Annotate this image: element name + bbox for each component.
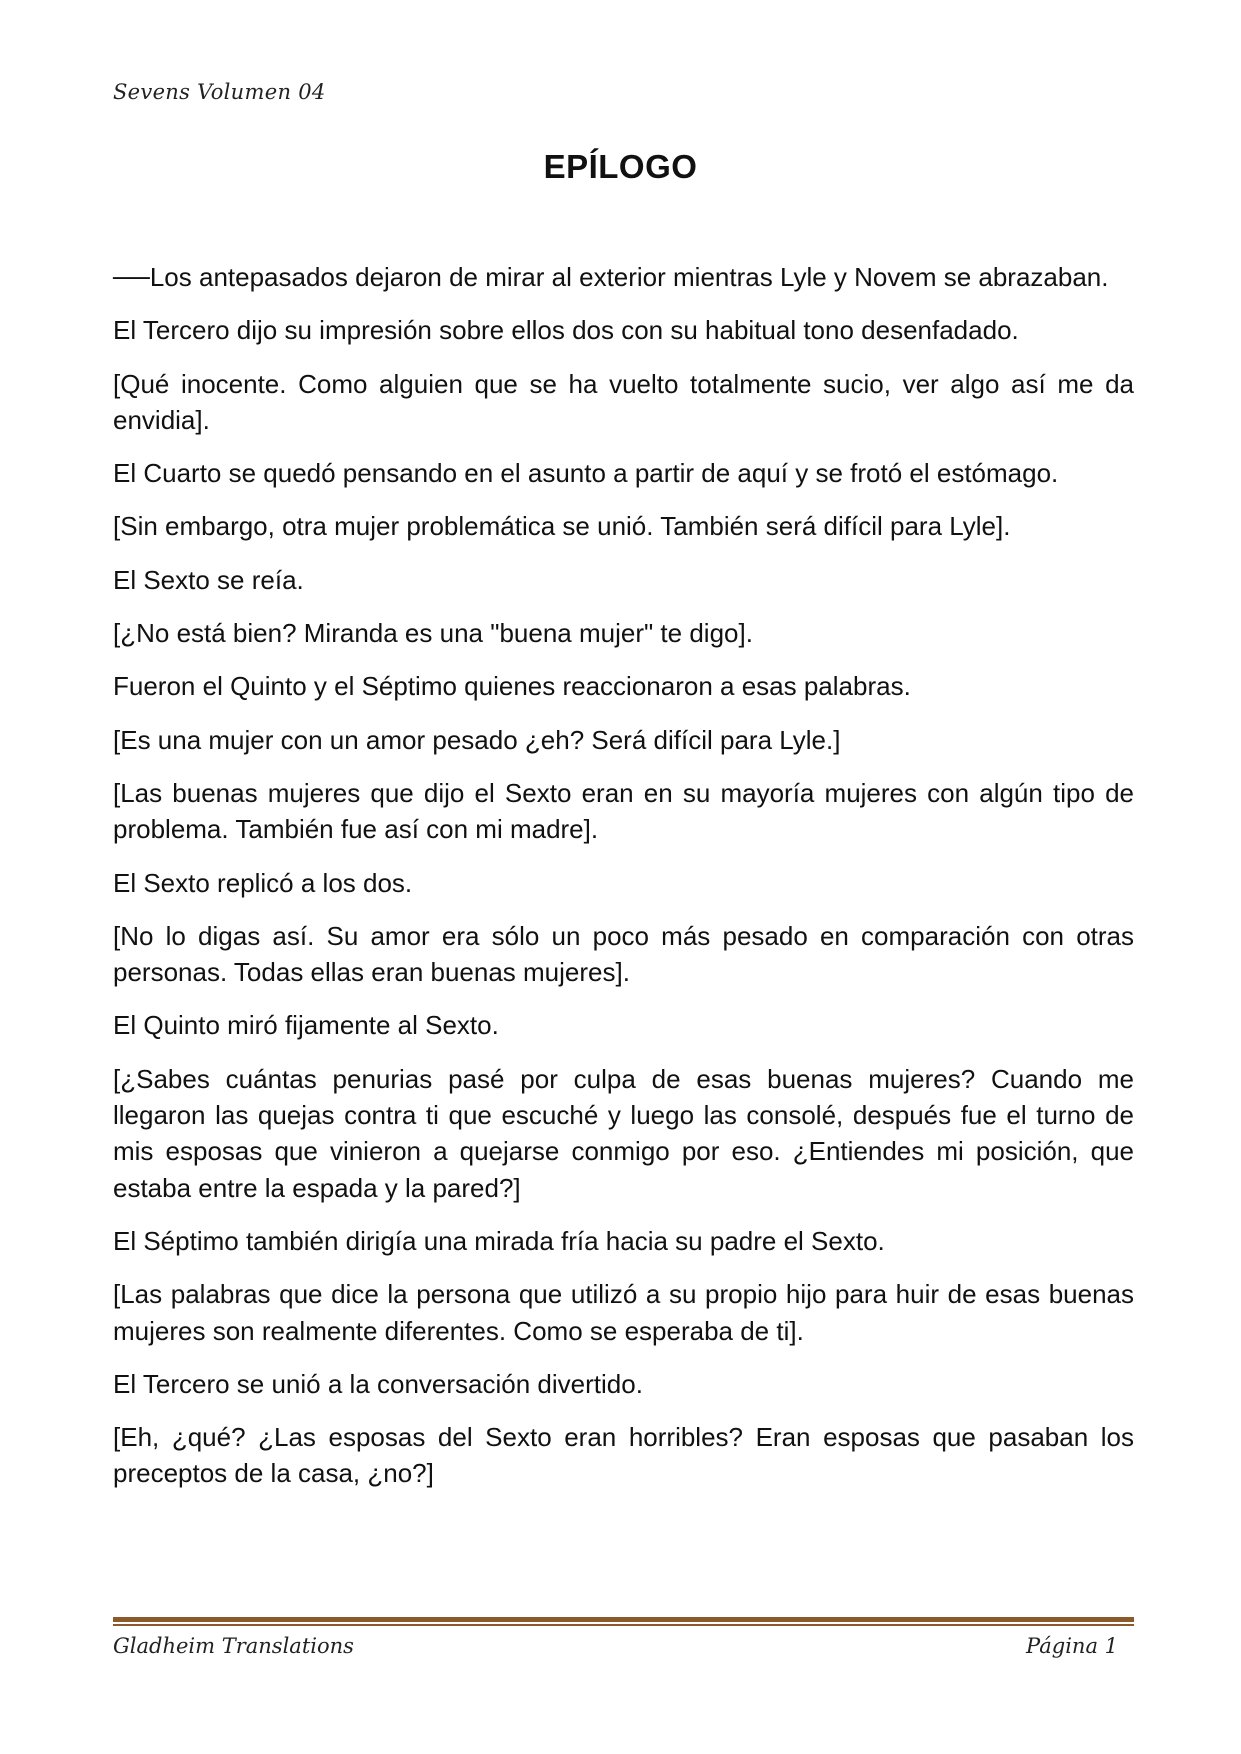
paragraph: [Sin embargo, otra mujer problemática se unió. También será difícil para Lyle]. [113, 511, 1011, 542]
footer-divider-thick-line [113, 1617, 1134, 1622]
page-number: Página 1 [1026, 1634, 1118, 1658]
paragraph: El Sexto replicó a los dos. [113, 867, 413, 898]
paragraph: ──Los antepasados dejaron de mirar al exterior mientras Lyle y Novem se abrazaban. [113, 262, 1109, 292]
paragraph: El Séptimo también dirigía una mirada fría hacia su padre el Sexto. [113, 1225, 885, 1256]
paragraph: El Tercero dijo su impresión sobre ellos dos con su habitual tono desenfadado. [113, 315, 1019, 346]
paragraph: El Quinto miró fijamente al Sexto. [113, 1010, 499, 1041]
footer-credit: Gladheim Translations [113, 1634, 354, 1658]
footer-divider-thin-line [113, 1624, 1134, 1626]
paragraph: [Las buenas mujeres que dijo el Sexto eran en su mayoría mujeres con algún tipo de problema. También fue así con mi madre]. [113, 777, 1134, 845]
paragraph: [Es una mujer con un amor pesado ¿eh? Será difícil para Lyle.] [113, 724, 841, 755]
paragraph: El Tercero se unió a la conversación divertido. [113, 1368, 643, 1399]
paragraph: Fueron el Quinto y el Séptimo quienes reaccionaron a esas palabras. [113, 671, 911, 702]
paragraph: [No lo digas así. Su amor era sólo un poco más pesado en comparación con otras personas. Todas ellas eran buenas mujeres]. [113, 920, 1134, 988]
footer-divider [113, 1617, 1134, 1626]
paragraph: [¿Sabes cuántas penurias pasé por culpa de esas buenas mujeres? Cuando me llegaron las quejas contra ti que escuché y luego las consolé, después fue el turno de mis esposas que vinieron a quejarse conmigo por eso. ¿Entiendes mi posición, que estaba entre la espada y la pared?] [113, 1063, 1134, 1203]
paragraph: [¿No está bien? Miranda es una "buena mujer" te digo]. [113, 618, 753, 649]
paragraph: [Qué inocente. Como alguien que se ha vuelto totalmente sucio, ver algo así me da envidia]. [113, 368, 1134, 435]
paragraph: El Cuarto se quedó pensando en el asunto a partir de aquí y se frotó el estómago. [113, 458, 1059, 489]
body-text [113, 259, 1134, 1509]
chapter-title: EPÍLOGO [543, 148, 698, 185]
paragraph: [Eh, ¿qué? ¿Las esposas del Sexto eran horribles? Eran esposas que pasaban los preceptos de la casa, ¿no?] [113, 1422, 1134, 1489]
paragraph: El Sexto se reía. [113, 564, 304, 595]
paragraph: [Las palabras que dice la persona que utilizó a su propio hijo para huir de esas buenas mujeres son realmente diferentes. Como se esperaba de ti]. [113, 1279, 1134, 1346]
running-header: Sevens Volumen 04 [113, 80, 326, 104]
